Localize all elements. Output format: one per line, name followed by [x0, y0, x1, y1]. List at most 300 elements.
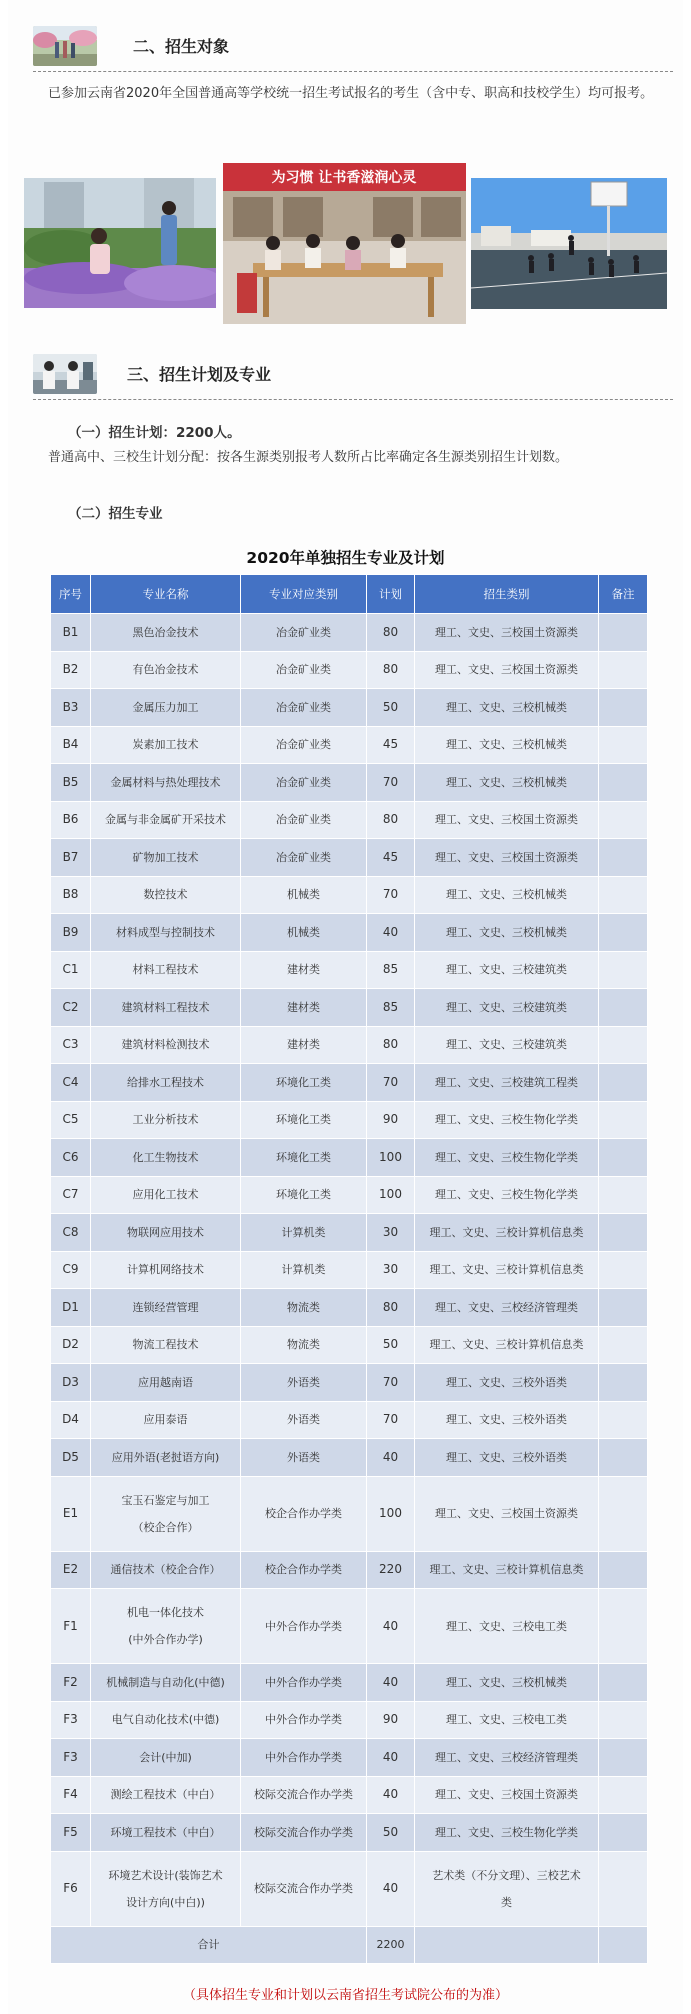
- cell-code: [51, 726, 91, 764]
- total-empty: [415, 1926, 599, 1964]
- cell-category-text: 校际交流合作办学类: [254, 1825, 353, 1839]
- cell-plan-text: 40: [382, 1449, 399, 1464]
- cell-name-text: 数控技术: [143, 888, 188, 902]
- cell-remark: [599, 914, 648, 952]
- cell-type-text: 理工、文史、三校机械类: [446, 738, 567, 752]
- cell-category: [241, 1401, 367, 1439]
- cell-category-text: 计算机类: [281, 1225, 326, 1239]
- cell-plan: [367, 764, 415, 802]
- table-row: [51, 1739, 648, 1777]
- cell-type: [415, 1176, 599, 1214]
- cell-type-text: 理工、文史、三校机械类: [446, 775, 567, 789]
- cell-category: [241, 839, 367, 877]
- cell-name: [91, 1701, 241, 1739]
- cell-category-text: 物流类: [287, 1338, 320, 1352]
- cell-type-text: 理工、文史、三校生物化学类: [435, 1188, 578, 1202]
- cell-category: [241, 801, 367, 839]
- cell-code-text: E1: [62, 1506, 79, 1520]
- cell-plan-text: 40: [382, 1749, 399, 1764]
- section-title: 三、招生计划及专业: [127, 365, 272, 384]
- cell-category: [241, 1364, 367, 1402]
- cell-remark: [599, 1064, 648, 1102]
- cell-name: [91, 951, 241, 989]
- cell-type: [415, 1739, 599, 1777]
- cell-remark: [599, 614, 648, 652]
- cell-name-text: 应用越南语: [138, 1375, 193, 1389]
- cell-category-text: 中外合作办学类: [265, 1619, 342, 1633]
- cell-plan: [367, 801, 415, 839]
- cell-name-text: 建筑材料检测技术: [121, 1038, 210, 1052]
- cell-plan: [367, 876, 415, 914]
- cell-code: [51, 1289, 91, 1327]
- cell-category: [241, 1251, 367, 1289]
- cell-type-text: 理工、文史、三校外语类: [446, 1450, 567, 1464]
- cell-category: [241, 1589, 367, 1664]
- cell-type-text: 理工、文史、三校建筑类: [446, 1038, 567, 1052]
- cell-type: [415, 1814, 599, 1852]
- cell-remark: [599, 1814, 648, 1852]
- cell-plan-text: 50: [382, 1337, 399, 1352]
- cell-plan: [367, 1401, 415, 1439]
- cell-category: [241, 651, 367, 689]
- section-title: 二、招生对象: [133, 37, 230, 56]
- cell-code: [51, 1664, 91, 1702]
- cell-type: [415, 801, 599, 839]
- table-row: [51, 876, 648, 914]
- cell-category: [241, 951, 367, 989]
- cell-code: [51, 1214, 91, 1252]
- cell-name-text: 测绘工程技术（中白）: [110, 1788, 221, 1802]
- cell-name: [91, 1739, 241, 1777]
- cell-category: [241, 989, 367, 1027]
- cell-type-text: 艺术类（不分文理）、三校艺术: [432, 1868, 581, 1882]
- cell-type: [415, 1064, 599, 1102]
- cell-remark: [599, 1476, 648, 1551]
- cell-name: [91, 1214, 241, 1252]
- cell-plan: [367, 1214, 415, 1252]
- cell-category: [241, 614, 367, 652]
- cell-code: [51, 839, 91, 877]
- header-code: 序号: [51, 575, 91, 614]
- table-row: [51, 1439, 648, 1477]
- header-type: 招生类别: [415, 575, 599, 614]
- cell-remark: [599, 1776, 648, 1814]
- cell-category-text: 冶金矿业类: [276, 813, 331, 827]
- cell-plan-text: 100: [379, 1187, 402, 1202]
- cell-code-text: C8: [62, 1224, 79, 1239]
- photo-students-flowers: [24, 178, 216, 308]
- cell-type-text: 理工、文史、三校建筑类: [446, 1000, 567, 1014]
- cell-name: [91, 689, 241, 727]
- cell-code-text: D2: [62, 1337, 79, 1352]
- cell-plan: [367, 651, 415, 689]
- cell-category-text: 中外合作办学类: [265, 1750, 342, 1764]
- cell-name: [91, 1776, 241, 1814]
- table-row: [51, 989, 648, 1027]
- cell-type-text: 理工、文史、三校生物化学类: [435, 1150, 578, 1164]
- cell-remark: [599, 1589, 648, 1664]
- cell-code: [51, 1101, 91, 1139]
- cell-plan: [367, 689, 415, 727]
- cell-name-text: 宝玉石鉴定与加工: [121, 1493, 210, 1507]
- cell-remark: [599, 651, 648, 689]
- cell-name: [91, 989, 241, 1027]
- table-header-row: [51, 575, 648, 614]
- cell-name: [91, 1101, 241, 1139]
- total-value: 2200: [367, 1926, 415, 1964]
- cell-name: [91, 1664, 241, 1702]
- table-row: [51, 1214, 648, 1252]
- total-label: 合计: [51, 1926, 367, 1964]
- cell-type: [415, 1139, 599, 1177]
- table-row: [51, 689, 648, 727]
- cell-category-text: 校企合作办学类: [265, 1507, 342, 1520]
- cell-name: [91, 1289, 241, 1327]
- cell-plan-text: 85: [382, 999, 399, 1014]
- cell-type-text: 理工、文史、三校国土资源类: [435, 813, 578, 827]
- cell-name: [91, 1476, 241, 1551]
- cell-type: [415, 1776, 599, 1814]
- cell-plan-text: 90: [382, 1712, 399, 1727]
- cell-remark: [599, 1101, 648, 1139]
- cell-plan-text: 80: [382, 1299, 399, 1314]
- cell-code-text: F3: [63, 1749, 78, 1764]
- cell-plan: [367, 1776, 415, 1814]
- cell-plan-text: 70: [382, 887, 399, 902]
- cell-code-text: B5: [62, 774, 79, 789]
- cell-remark: [599, 1289, 648, 1327]
- cell-code-text: D5: [62, 1449, 79, 1464]
- cell-plan-text: 100: [379, 1506, 402, 1520]
- cell-category-text: 冶金矿业类: [276, 700, 331, 714]
- cell-plan-text: 80: [382, 812, 399, 827]
- cell-code-text: B2: [62, 662, 79, 677]
- cell-code-text: B6: [62, 812, 79, 827]
- cell-category-text: 外语类: [287, 1413, 320, 1427]
- cell-type-text: 理工、文史、三校经济管理类: [435, 1300, 578, 1314]
- cell-code-text: B8: [62, 887, 79, 902]
- cell-type-text: 理工、文史、三校计算机信息类: [429, 1263, 584, 1277]
- table-row: [51, 1289, 648, 1327]
- cell-remark: [599, 1739, 648, 1777]
- table-row: [51, 614, 648, 652]
- cell-code: [51, 689, 91, 727]
- cell-type-text: 类: [501, 1895, 512, 1909]
- cell-type-text: 理工、文史、三校建筑工程类: [435, 1075, 578, 1089]
- cell-remark: [599, 1551, 648, 1589]
- cell-category: [241, 1776, 367, 1814]
- cell-plan-text: 70: [382, 1412, 399, 1427]
- cell-code: [51, 1851, 91, 1926]
- photo-library-reading: [223, 163, 466, 324]
- cell-plan: [367, 1664, 415, 1702]
- footnote: （具体招生专业和计划以云南省招生考试院公布的为准）: [182, 1988, 508, 2003]
- cell-category-text: 物流类: [287, 1300, 320, 1314]
- cell-name: [91, 876, 241, 914]
- cell-name-text: 黑色冶金技术: [132, 625, 199, 639]
- cell-code-text: C1: [62, 962, 79, 977]
- cell-name-text: 机械制造与自动化(中德): [106, 1675, 225, 1689]
- cell-code-text: F3: [63, 1712, 78, 1727]
- cell-plan-text: 80: [382, 1037, 399, 1052]
- cell-code-text: C5: [62, 1112, 79, 1127]
- cell-plan-text: 80: [382, 624, 399, 639]
- cell-type-text: 理工、文史、三校计算机信息类: [429, 1563, 584, 1577]
- cell-remark: [599, 1139, 648, 1177]
- table-row: [51, 1364, 648, 1402]
- cell-type-text: 理工、文史、三校国土资源类: [435, 1788, 578, 1802]
- cell-name-text: 设计方向(中白)): [126, 1895, 205, 1909]
- cell-remark: [599, 839, 648, 877]
- cell-plan-text: 40: [382, 1618, 399, 1633]
- cell-code-text: B3: [62, 699, 79, 714]
- cell-name-text: 会计(中加): [139, 1750, 192, 1764]
- cell-code: [51, 614, 91, 652]
- cell-category: [241, 1139, 367, 1177]
- cell-category-text: 建材类: [287, 1000, 320, 1014]
- cell-name-text: 金属压力加工: [132, 700, 199, 714]
- section-header-enrollment-plan: [33, 348, 673, 400]
- cell-name: [91, 1589, 241, 1664]
- cell-plan: [367, 1176, 415, 1214]
- cell-category: [241, 689, 367, 727]
- cell-plan-text: 85: [382, 962, 399, 977]
- cell-name-text: 材料工程技术: [132, 963, 199, 977]
- cell-remark: [599, 689, 648, 727]
- cell-remark: [599, 1251, 648, 1289]
- cell-plan: [367, 914, 415, 952]
- cell-remark: [599, 1214, 648, 1252]
- cell-name-text: 连锁经营管理: [132, 1300, 199, 1314]
- table-total-row: [51, 1926, 648, 1964]
- cell-type: [415, 1101, 599, 1139]
- cell-type: [415, 1551, 599, 1589]
- cell-type-text: 理工、文史、三校国土资源类: [435, 1507, 578, 1520]
- cell-code-text: B7: [62, 849, 79, 864]
- cell-remark: [599, 1176, 648, 1214]
- cell-name: [91, 1401, 241, 1439]
- table-row: [51, 1026, 648, 1064]
- cell-plan: [367, 614, 415, 652]
- cell-plan-text: 40: [382, 1881, 399, 1895]
- table-row: [51, 839, 648, 877]
- table-row: [51, 1776, 648, 1814]
- table-row: [51, 1251, 648, 1289]
- cell-type-text: 理工、文史、三校计算机信息类: [429, 1225, 584, 1239]
- cell-name-text: 矿物加工技术: [132, 850, 199, 864]
- cell-type: [415, 1026, 599, 1064]
- cell-type: [415, 1476, 599, 1551]
- table-row: [51, 1814, 648, 1852]
- cell-code: [51, 989, 91, 1027]
- cell-name: [91, 1551, 241, 1589]
- cell-name-text: 有色冶金技术: [132, 663, 199, 677]
- cell-code-text: B9: [62, 924, 79, 939]
- cell-category-text: 冶金矿业类: [276, 775, 331, 789]
- cell-type: [415, 764, 599, 802]
- cell-type: [415, 951, 599, 989]
- cell-category-text: 冶金矿业类: [276, 850, 331, 864]
- cell-type-text: 理工、文史、三校生物化学类: [435, 1825, 578, 1839]
- cell-code-text: C3: [62, 1037, 79, 1052]
- cell-code: [51, 1701, 91, 1739]
- cell-plan: [367, 1101, 415, 1139]
- cell-code: [51, 1026, 91, 1064]
- cell-type-text: 理工、文史、三校经济管理类: [435, 1750, 578, 1764]
- cell-type: [415, 1289, 599, 1327]
- cell-plan: [367, 1851, 415, 1926]
- cell-name-text: 应用外语(老挝语方向): [111, 1450, 220, 1464]
- table-row: [51, 726, 648, 764]
- table-row: [51, 1101, 648, 1139]
- section-thumbnail-campus: [33, 26, 97, 66]
- section-header-admission-target: [33, 20, 673, 72]
- cell-plan-text: 50: [382, 699, 399, 714]
- cell-category-text: 外语类: [287, 1375, 320, 1389]
- cell-name-text: 应用泰语: [143, 1413, 188, 1427]
- cell-category: [241, 1026, 367, 1064]
- table-row: [51, 951, 648, 989]
- cell-name: [91, 614, 241, 652]
- cell-plan: [367, 839, 415, 877]
- cell-name-text: 应用化工技术: [132, 1188, 199, 1202]
- cell-plan: [367, 1064, 415, 1102]
- cell-code-text: D4: [62, 1412, 79, 1427]
- cell-code: [51, 1814, 91, 1852]
- cell-type-text: 理工、文史、三校机械类: [446, 700, 567, 714]
- cell-name: [91, 651, 241, 689]
- cell-type-text: 理工、文史、三校机械类: [446, 925, 567, 939]
- cell-type: [415, 1851, 599, 1926]
- cell-plan: [367, 1289, 415, 1327]
- cell-code-text: C9: [62, 1262, 79, 1277]
- article-body: [8, 0, 683, 2014]
- cell-name: [91, 801, 241, 839]
- cell-name: [91, 1139, 241, 1177]
- cell-type: [415, 651, 599, 689]
- section-thumbnail-lab: [33, 354, 97, 394]
- header-plan: 计划: [367, 575, 415, 614]
- cell-name-text: 环境艺术设计(装饰艺术: [108, 1868, 223, 1882]
- cell-code: [51, 1326, 91, 1364]
- cell-plan: [367, 1814, 415, 1852]
- cell-type-text: 理工、文史、三校建筑类: [446, 963, 567, 977]
- cell-plan: [367, 1589, 415, 1664]
- cell-code-text: B1: [62, 624, 79, 639]
- cell-name-text: 工业分析技术: [132, 1113, 199, 1127]
- cell-plan-text: 40: [382, 1787, 399, 1802]
- cell-category: [241, 1664, 367, 1702]
- cell-plan: [367, 1251, 415, 1289]
- table-row: [51, 1326, 648, 1364]
- cell-code: [51, 651, 91, 689]
- cell-remark: [599, 1439, 648, 1477]
- cell-category-text: 计算机类: [281, 1263, 326, 1277]
- cell-name-text: 金属与非金属矿开采技术: [105, 813, 226, 827]
- cell-remark: [599, 951, 648, 989]
- cell-plan-text: 220: [379, 1562, 402, 1577]
- cell-code: [51, 1589, 91, 1664]
- table-row: [51, 1139, 648, 1177]
- cell-code-text: D1: [62, 1299, 79, 1314]
- cell-category: [241, 1476, 367, 1551]
- cell-category: [241, 1101, 367, 1139]
- cell-category-text: 中外合作办学类: [265, 1675, 342, 1689]
- cell-plan: [367, 1326, 415, 1364]
- cell-code: [51, 1739, 91, 1777]
- cell-plan-text: 70: [382, 1074, 399, 1089]
- cell-category: [241, 1814, 367, 1852]
- cell-code: [51, 914, 91, 952]
- cell-category: [241, 764, 367, 802]
- cell-type: [415, 1251, 599, 1289]
- cell-category-text: 机械类: [287, 888, 320, 902]
- table-row: [51, 1664, 648, 1702]
- cell-category: [241, 914, 367, 952]
- cell-remark: [599, 726, 648, 764]
- cell-category: [241, 1214, 367, 1252]
- cell-category: [241, 1701, 367, 1739]
- cell-category: [241, 1289, 367, 1327]
- cell-code: [51, 1776, 91, 1814]
- cell-plan: [367, 951, 415, 989]
- cell-category: [241, 876, 367, 914]
- cell-category-text: 建材类: [287, 963, 320, 977]
- cell-category: [241, 726, 367, 764]
- cell-code-text: B4: [62, 737, 79, 752]
- cell-category-text: 校企合作办学类: [265, 1563, 342, 1577]
- cell-type-text: 理工、文史、三校国土资源类: [435, 850, 578, 864]
- cell-plan-text: 45: [382, 849, 399, 864]
- majors-plan-table: [50, 574, 648, 1964]
- cell-category: [241, 1739, 367, 1777]
- cell-category-text: 冶金矿业类: [276, 738, 331, 752]
- cell-name: [91, 1176, 241, 1214]
- cell-remark: [599, 1326, 648, 1364]
- cell-name-text: 物流工程技术: [132, 1338, 199, 1352]
- cell-category-text: 中外合作办学类: [265, 1713, 342, 1727]
- library-banner-text: 为习惯 让书香滋润心灵: [271, 170, 417, 186]
- header-remark: 备注: [599, 575, 648, 614]
- cell-code-text: F5: [63, 1824, 78, 1839]
- cell-type: [415, 989, 599, 1027]
- cell-name-text: 环境工程技术（中白）: [110, 1825, 221, 1839]
- table-row: [51, 914, 648, 952]
- cell-remark: [599, 1851, 648, 1926]
- cell-type-text: 理工、文史、三校国土资源类: [435, 663, 578, 677]
- cell-type: [415, 1664, 599, 1702]
- cell-plan: [367, 1139, 415, 1177]
- cell-type-text: 理工、文史、三校计算机信息类: [429, 1338, 584, 1352]
- cell-plan-text: 45: [382, 737, 399, 752]
- cell-name-text: （校企合作）: [132, 1520, 199, 1534]
- cell-type: [415, 614, 599, 652]
- cell-plan: [367, 1701, 415, 1739]
- cell-plan-text: 40: [382, 924, 399, 939]
- cell-name-text: (中外合作办学): [128, 1633, 203, 1646]
- cell-plan-text: 30: [382, 1224, 399, 1239]
- cell-code-text: F4: [63, 1787, 78, 1802]
- cell-type-text: 理工、文史、三校机械类: [446, 1675, 567, 1689]
- cell-plan-text: 100: [379, 1149, 402, 1164]
- cell-plan-text: 40: [382, 1674, 399, 1689]
- cell-remark: [599, 801, 648, 839]
- cell-type: [415, 689, 599, 727]
- cell-type: [415, 726, 599, 764]
- photo-basketball-court: [471, 178, 667, 309]
- cell-category-text: 环境化工类: [276, 1075, 331, 1089]
- cell-name: [91, 1064, 241, 1102]
